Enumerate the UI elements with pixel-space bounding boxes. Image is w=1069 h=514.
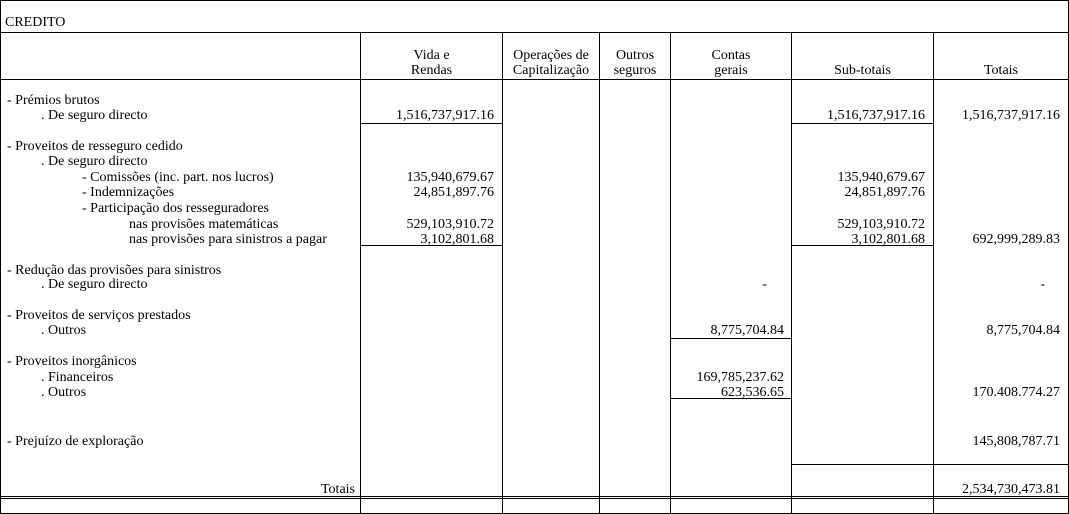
col-sep-capitalizacao [502, 32, 503, 514]
header-vida-line2: Rendas [410, 63, 453, 78]
row-indemnizacoes: - Indemnizações [82, 185, 175, 200]
row-inorganicos: - Proveitos inorgânicos [7, 354, 137, 369]
indemnizacoes-vida: 24,851,897.76 [413, 185, 494, 200]
title-divider [0, 32, 1069, 33]
row-financeiros: . Financeiros [41, 370, 114, 385]
row-prov-matematicas: nas provisões matemáticas [129, 217, 279, 232]
servicos-contas: 8,775,704.84 [710, 323, 784, 338]
resseguro-total: 692,999,289.83 [972, 232, 1060, 247]
col-sep-contas [670, 32, 671, 514]
comissoes-vida: 135,940,679.67 [406, 170, 494, 185]
header-contas-line1: Contas [711, 48, 751, 63]
header-outros-line1: Outros [615, 48, 655, 63]
row-premios-directo: . De seguro directo [41, 108, 148, 123]
header-capitalizacao-line2: Capitalização [512, 63, 590, 78]
comissoes-sub: 135,940,679.67 [837, 170, 925, 185]
header-outros-line2: seguros [613, 63, 657, 78]
prejuizo-sub-line [791, 464, 1069, 465]
row-prov-sinistros: nas provisões para sinistros a pagar [129, 232, 327, 247]
header-contas-line2: gerais [714, 63, 748, 78]
prov-sinistros-sub: 3,102,801.68 [851, 232, 925, 247]
prov-matematicas-vida: 529,103,910.72 [406, 217, 494, 232]
row-premios-brutos: - Prémios brutos [7, 93, 100, 108]
col-sep-outros [599, 32, 600, 514]
totais-label: Totais [320, 482, 355, 497]
premios-vida-underline [360, 123, 503, 124]
inorg-outros-contas: 623,536.65 [721, 385, 784, 400]
reducao-total: - [1040, 277, 1045, 292]
financeiros-contas: 169,785,237.62 [696, 370, 784, 385]
prejuizo-total: 145,808,787.71 [972, 434, 1060, 449]
premios-directo-total: 1,516,737,917.16 [962, 108, 1060, 123]
row-participacao: - Participação dos resseguradores [82, 201, 269, 216]
row-resseguro-directo: . De seguro directo [41, 154, 148, 169]
row-proveitos-resseguro: - Proveitos de resseguro cedido [7, 139, 183, 154]
row-inorg-outros: . Outros [41, 385, 87, 400]
col-sep-vida [360, 32, 361, 514]
prov-matematicas-sub: 529,103,910.72 [837, 217, 925, 232]
row-reducao: - Redução das provisões para sinistros [7, 263, 222, 278]
row-servicos: - Proveitos de serviços prestados [7, 308, 191, 323]
header-divider [0, 79, 1069, 80]
row-reducao-directo: . De seguro directo [41, 277, 148, 292]
col-sep-totais [933, 32, 934, 514]
grand-total: 2,534,730,473.81 [962, 482, 1060, 497]
premios-directo-sub: 1,516,737,917.16 [827, 108, 925, 123]
prov-sinistros-vida: 3,102,801.68 [420, 232, 494, 247]
header-totais: Totais [983, 63, 1018, 78]
premios-sub-underline [791, 123, 934, 124]
totals-rule-bottom [0, 498, 1069, 499]
header-capitalizacao-line1: Operações de [513, 48, 589, 63]
section-title: CREDITO [5, 15, 66, 30]
premios-directo-vida: 1,516,737,917.16 [396, 108, 494, 123]
col-sep-subtotais [791, 32, 792, 514]
row-servicos-outros: . Outros [41, 323, 87, 338]
header-vida-line1: Vida e [413, 48, 450, 63]
row-prejuizo: - Prejuízo de exploração [7, 434, 144, 449]
servicos-contas-underline [670, 338, 792, 339]
totals-rule-top [0, 496, 1069, 497]
row-comissoes: - Comissões (inc. part. nos lucros) [82, 170, 274, 185]
inorg-total: 170.408.774.27 [972, 385, 1060, 400]
indemnizacoes-sub: 24,851,897.76 [844, 185, 925, 200]
servicos-total: 8,775,704.84 [986, 323, 1060, 338]
header-subtotais: Sub-totais [834, 63, 891, 78]
reducao-contas: - [762, 277, 767, 292]
